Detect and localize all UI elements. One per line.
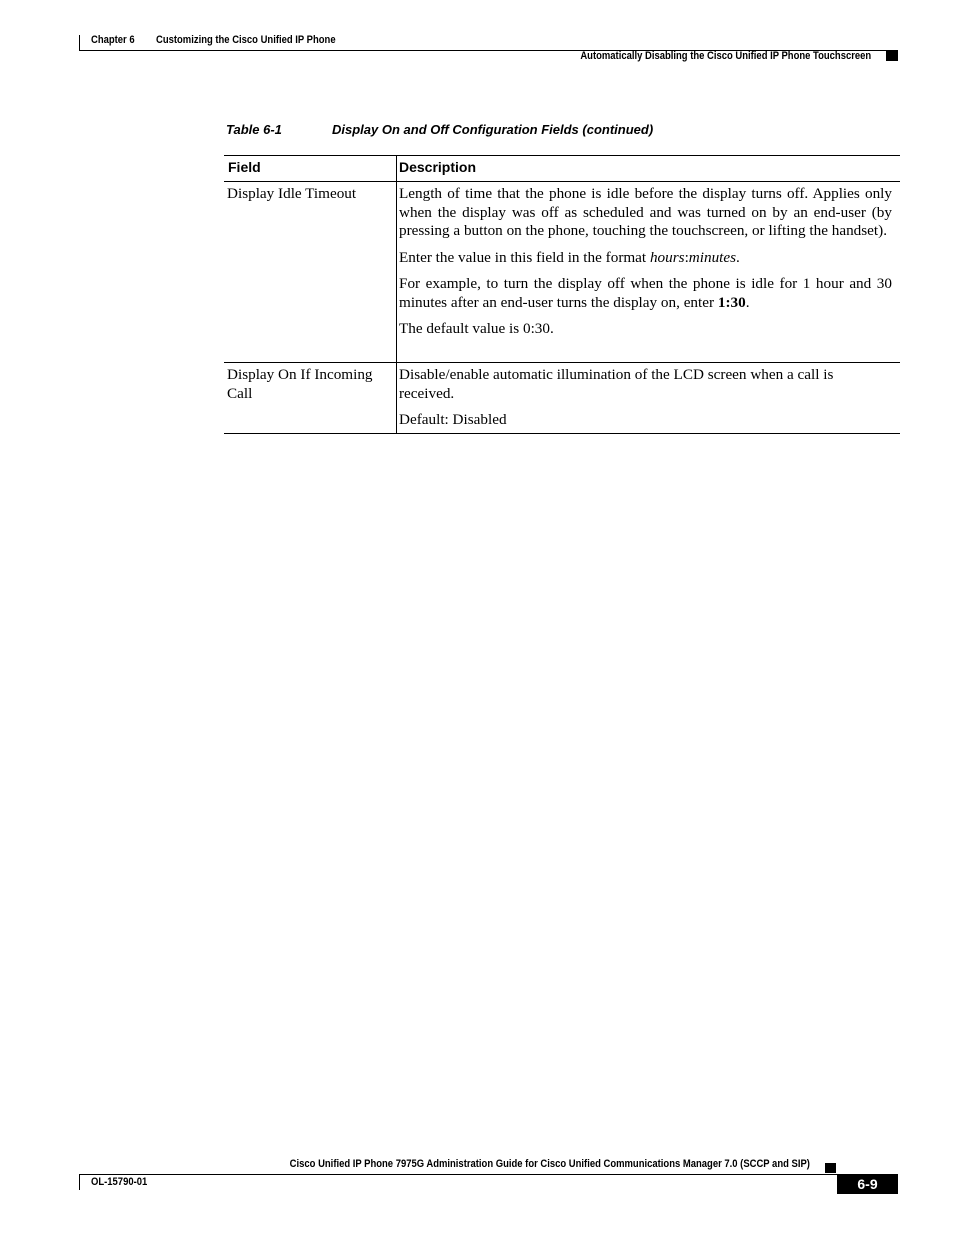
description-paragraph: Length of time that the phone is idle before the display turns off. Applies only when the display was off as scheduled and was turned on by an end-user (by pressing a button on the phone, touching the touchscreen, or lifting the handset).	[399, 185, 892, 239]
field-description	[397, 363, 900, 433]
footer-guide-title: Cisco Unified IP Phone 7975G Administration Guide for Cisco Unified Communications Manager 7.0 (SCCP and SIP)	[289, 1158, 810, 1170]
text-span: .	[745, 293, 750, 311]
field-name: Display Idle Timeout	[224, 182, 397, 362]
text-span: :	[684, 248, 689, 266]
config-fields-table	[224, 155, 900, 434]
description-paragraph: The default value is 0:30.	[399, 320, 554, 337]
footer-left-bar	[79, 1174, 80, 1190]
italic-text: minutes	[688, 248, 737, 266]
column-header-description: Description	[399, 159, 477, 175]
table-row	[224, 182, 900, 363]
text-span: For example, to turn the display off when the phone is idle for 1 hour and 30 minutes after an end-user turns the display on, enter	[399, 275, 892, 311]
description-paragraph: Disable/enable automatic illumination of the LCD screen when a call is received.	[399, 366, 834, 402]
footer-marker-square	[825, 1163, 836, 1173]
field-name: Display On If Incoming Call	[224, 363, 397, 433]
header-marker-square	[886, 51, 898, 61]
description-paragraph	[399, 249, 892, 268]
header-section-title: Automatically Disabling the Cisco Unified IP Phone Touchscreen	[580, 50, 871, 62]
footer-page-number: 6-9	[837, 1174, 898, 1194]
text-span: .	[736, 248, 740, 266]
table-caption-number: Table 6-1	[226, 122, 282, 137]
footer-doc-number: OL-15790-01	[91, 1176, 148, 1188]
footer-rule	[79, 1174, 837, 1175]
bold-text: 1:30	[717, 293, 746, 311]
header-chapter: Chapter 6	[91, 34, 135, 46]
table-caption-title: Display On and Off Configuration Fields (continued)	[332, 122, 654, 137]
text-span: Enter the value in this field in the format	[399, 248, 650, 266]
header-chapter-title: Customizing the Cisco Unified IP Phone	[156, 34, 336, 46]
description-paragraph: Default: Disabled	[399, 411, 507, 428]
field-description	[397, 182, 900, 362]
column-header-field: Field	[224, 156, 397, 181]
table-row	[224, 363, 900, 434]
table-header-row	[224, 155, 900, 182]
description-paragraph	[399, 275, 892, 312]
header-left-bar	[79, 35, 80, 51]
italic-text: hours	[649, 248, 685, 266]
